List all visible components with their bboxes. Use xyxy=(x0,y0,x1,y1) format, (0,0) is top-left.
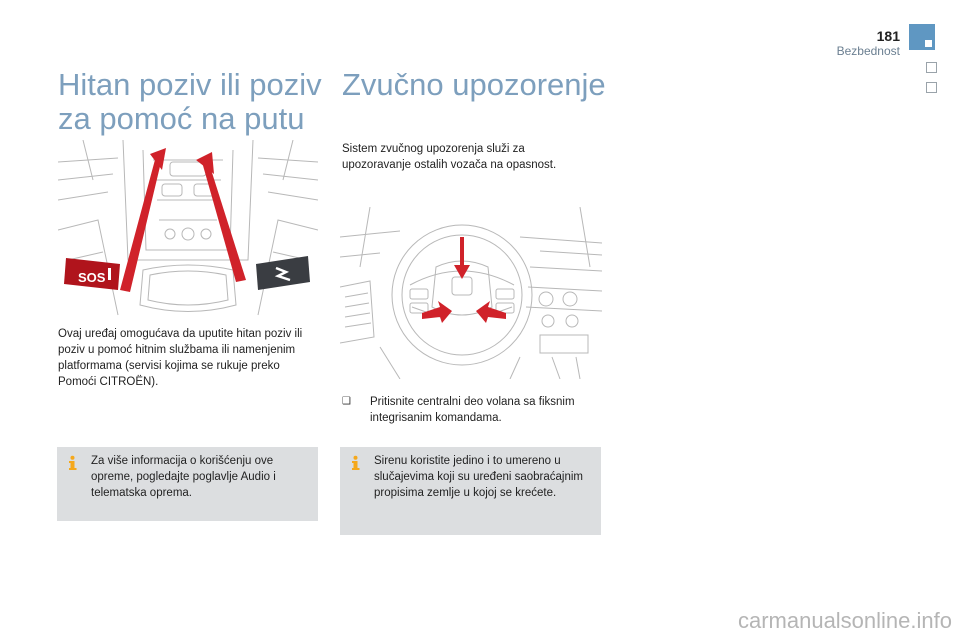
info-box xyxy=(57,447,318,521)
horn-title: Zvučno upozorenje xyxy=(342,67,606,102)
assistance-button xyxy=(256,256,310,290)
info-icon xyxy=(348,455,364,471)
section-tab[interactable] xyxy=(926,62,937,73)
sos-button xyxy=(64,258,120,290)
checkbox-bullet-icon: ❑ xyxy=(342,396,351,407)
info-text: Sirenu koristite jedino i to umereno u slučajevima koji su uređeni saobraćajnim propisima zemlje u kojoj se krećete. xyxy=(374,455,584,499)
info-box xyxy=(340,447,601,535)
section-tab-active[interactable] xyxy=(909,24,935,50)
horn-description: Sistem zvučnog upozorenja služi za upozoravanje ostalih vozača na opasnost. xyxy=(342,143,557,171)
emergency-call-title: Hitan poziv ili poziv za pomoć na putu xyxy=(58,67,322,136)
info-text: Za više informacija o korišćenju ove opreme, pogledajte poglavlje Audio i telematska oprema. xyxy=(91,455,276,499)
section-tab[interactable] xyxy=(926,82,937,93)
watermark: carmanualsonline.info xyxy=(737,608,952,633)
page-number: 181 xyxy=(876,28,900,44)
sos-button-label: SOS xyxy=(78,270,106,285)
section-name: Bezbednost xyxy=(836,44,900,58)
step-text: Pritisnite centralni deo volana sa fiksnim integrisanim komandama. xyxy=(370,396,575,424)
info-icon xyxy=(65,455,81,471)
overhead-console-illustration xyxy=(58,140,318,318)
emergency-call-description: Ovaj uređaj omogućava da uputite hitan poziv ili poziv u pomoć hitnim službama ili namenjenim platformama (servisi kojima se rukuje preko Pomoći CITROËN). xyxy=(58,328,303,388)
steering-wheel-illustration xyxy=(340,207,602,379)
